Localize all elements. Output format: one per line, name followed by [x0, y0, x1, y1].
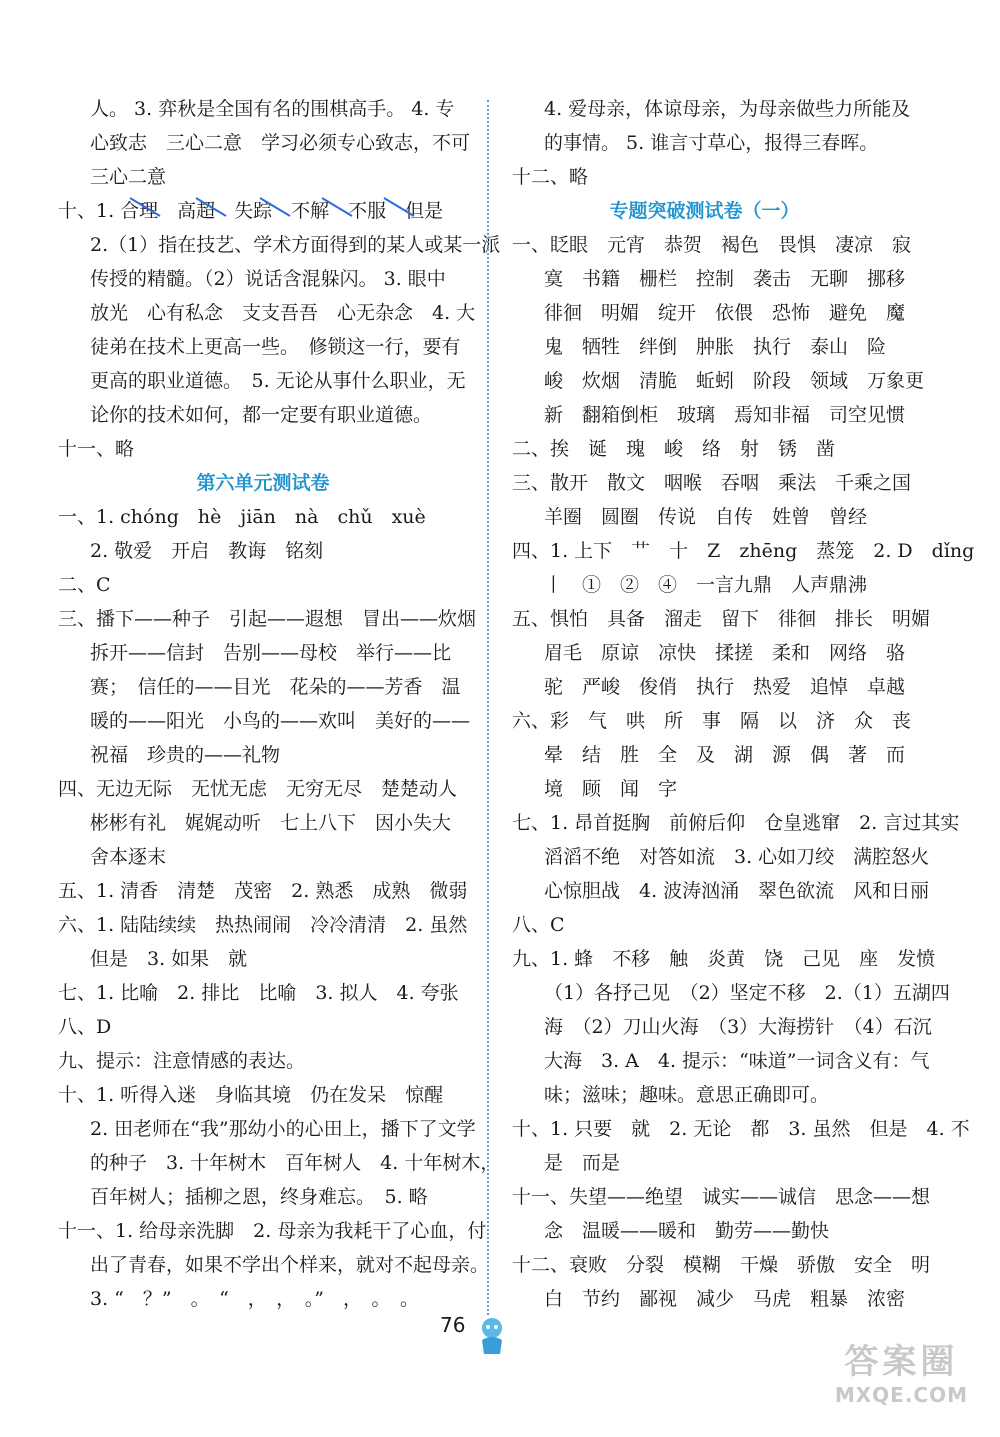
section-heading: 专题突破测试卷（一）: [609, 200, 800, 222]
answer-line: 十、1. 听得入迷 身临其境 仍在发呆 惊醒: [58, 1084, 444, 1106]
answer-line: 三、散开 散文 咽喉 吞咽 乘法 千乘之国: [512, 472, 912, 494]
answer-line: （1）各抒己见 （2）坚定不移 2.（1）五湖四: [544, 982, 950, 1004]
mascot-icon: [478, 1316, 506, 1356]
answer-line: 二、C: [58, 574, 111, 596]
answer-line: 丨 ① ② ④ 一言九鼎 人声鼎沸: [544, 574, 868, 596]
answer-line: 九、1. 蜂 不移 触 炎黄 饶 己见 座 发愤: [512, 948, 936, 970]
answer-line: 的事情。 5. 谁言寸草心，报得三春晖。: [544, 132, 879, 154]
answer-line: 十、1. 合理 高超 失踪 不解 不服 但是: [58, 200, 444, 222]
answer-line: 十二、略: [512, 166, 589, 188]
answer-line: 赛； 信任的——目光 花朵的——芳香 温: [90, 676, 461, 698]
watermark: [835, 1334, 968, 1407]
answer-line: 味；滋味；趣味。意思正确即可。: [544, 1084, 830, 1106]
answer-line: 论你的技术如何，都一定要有职业道德。: [90, 404, 433, 426]
answer-line: 2. 敬爱 开启 教诲 铭刻: [90, 540, 324, 562]
answer-line: 心惊胆战 4. 波涛汹涌 翠色欲流 风和日丽: [544, 880, 930, 902]
column-divider: [487, 100, 489, 1315]
answer-line: 徒弟在技术上更高一些。 修锁这一行，要有: [90, 336, 461, 358]
answer-line: 十一、失望——绝望 诚实——诚信 思念——想: [512, 1186, 931, 1208]
answer-line: 十一、1. 给母亲洗脚 2. 母亲为我耗干了心血，付: [58, 1220, 487, 1242]
answer-line: 眉毛 原谅 凉快 揉搓 柔和 网络 骆: [544, 642, 906, 664]
watermark-url: MXQE.COM: [834, 1383, 968, 1407]
answer-line: 鬼 牺牲 绊倒 肿胀 执行 泰山 险: [544, 336, 887, 358]
answer-line: 八、C: [512, 914, 565, 936]
answer-line: 五、1. 清香 清楚 茂密 2. 熟悉 成熟 微弱: [58, 880, 468, 902]
answer-line: 七、1. 昂首挺胸 前俯后仰 仓皇逃窜 2. 言过其实: [512, 812, 960, 834]
answer-line: 2. 田老师在“我”那幼小的心田上，播下了文学: [90, 1118, 476, 1140]
answer-line: 3. “ ？” 。 “ ， ， 。” ， 。 。: [90, 1288, 420, 1310]
answer-line: 十一、略: [58, 438, 135, 460]
answer-line: 白 节约 鄙视 减少 马虎 粗暴 浓密: [544, 1288, 906, 1310]
answer-line: 四、1. 上下 艹 十 Z zhēng 蒸笼 2. D dǐng: [512, 540, 975, 562]
answer-line: 祝福 珍贵的——礼物: [90, 744, 281, 766]
answer-line: 舍本逐末: [90, 846, 167, 868]
answer-line: 人。 3. 弈秋是全国有名的围棋高手。 4. 专: [90, 98, 455, 120]
answer-line: 六、1. 陆陆续续 热热闹闹 冷冷清清 2. 虽然: [58, 914, 468, 936]
answer-line: 放光 心有私念 支支吾吾 心无杂念 4. 大: [90, 302, 476, 324]
answer-line: 峻 炊烟 清脆 蚯蚓 阶段 领域 万象更: [544, 370, 925, 392]
answer-line: 的种子 3. 十年树木 百年树人 4. 十年树木，: [90, 1152, 500, 1174]
answer-line: 4. 爱母亲，体谅母亲，为母亲做些力所能及: [544, 98, 911, 120]
answer-line: 六、彩 气 哄 所 事 隔 以 济 众 丧: [512, 710, 912, 732]
answer-line: 心致志 三心二意 学习必须专心致志，不可: [90, 132, 471, 154]
answer-line: 八、D: [58, 1016, 112, 1038]
section-heading: 第六单元测试卷: [196, 472, 330, 494]
answer-line: 驼 严峻 俊俏 执行 热爱 追悼 卓越: [544, 676, 906, 698]
answer-line: 羊圈 圆圈 传说 自传 姓曾 曾经: [544, 506, 868, 528]
answer-line: 新 翻箱倒柜 玻璃 焉知非福 司空见惯: [544, 404, 906, 426]
answer-line: 三心二意: [90, 166, 167, 188]
answer-line: 百年树人；插柳之恩，终身难忘。 5. 略: [90, 1186, 428, 1208]
answer-line: 彬彬有礼 娓娓动听 七上八下 因小失大: [90, 812, 452, 834]
answer-line: 寞 书籍 栅栏 控制 袭击 无聊 挪移: [544, 268, 906, 290]
answer-line: 十二、衰败 分裂 模糊 干燥 骄傲 安全 明: [512, 1254, 931, 1276]
answer-line: 徘徊 明媚 绽开 依偎 恐怖 避免 魔: [544, 302, 906, 324]
answer-line: 五、惧怕 具备 溜走 留下 徘徊 排长 明媚: [512, 608, 931, 630]
answer-line: 七、1. 比喻 2. 排比 比喻 3. 拟人 4. 夸张: [58, 982, 459, 1004]
answer-line: 二、挨 诞 瑰 峻 络 射 锈 凿: [512, 438, 836, 460]
answer-line: 暖的——阳光 小鸟的——欢叫 美好的——: [90, 710, 471, 732]
answer-line: 境 顾 闻 字: [544, 778, 678, 800]
answer-line: 拆开——信封 告别——母校 举行——比: [90, 642, 452, 664]
left-column: [58, 92, 501, 1316]
answer-line: 但是 3. 如果 就: [90, 948, 248, 970]
answer-line: 念 温暖——暖和 勤劳——勤快: [544, 1220, 830, 1242]
correction-marks: [100, 194, 470, 224]
answer-line: 是 而是: [544, 1152, 621, 1174]
answer-line: 海 （2）刀山火海 （3）大海捞针 （4）石沉: [544, 1016, 932, 1038]
answer-line: 2.（1）指在技艺、学术方面得到的某人或某一派: [90, 234, 501, 256]
answer-line: 三、播下——种子 引起——遐想 冒出——炊烟: [58, 608, 477, 630]
answer-line: 大海 3. A 4. 提示：“味道”一词含义有：气: [544, 1050, 930, 1072]
answer-line: 四、无边无际 无忧无虑 无穷无尽 楚楚动人: [58, 778, 458, 800]
answer-line: 一、1. chóng hè jiān nà chǔ xuè: [58, 506, 426, 528]
page-number: 76: [440, 1313, 466, 1337]
answer-line: 出了青春，如果不学出个样来，就对不起母亲。: [90, 1254, 490, 1276]
watermark-logo: 答案圈: [844, 1342, 959, 1382]
answer-line: 滔滔不绝 对答如流 3. 心如刀绞 满腔怒火: [544, 846, 930, 868]
answer-line: 更高的职业道德。 5. 无论从事什么职业，无: [90, 370, 466, 392]
answer-line: 十、1. 只要 就 2. 无论 都 3. 虽然 但是 4. 不: [512, 1118, 970, 1140]
answer-line: 传授的精髓。（2）说话含混躲闪。 3. 眼中: [90, 268, 446, 290]
answer-line: 一、眨眼 元宵 恭贺 褐色 畏惧 凄凉 寂: [512, 234, 912, 256]
answer-line: 九、提示：注意情感的表达。: [58, 1050, 306, 1072]
right-column: [512, 92, 975, 1316]
answer-line: 晕 结 胜 全 及 湖 源 偶 著 而: [544, 744, 906, 766]
